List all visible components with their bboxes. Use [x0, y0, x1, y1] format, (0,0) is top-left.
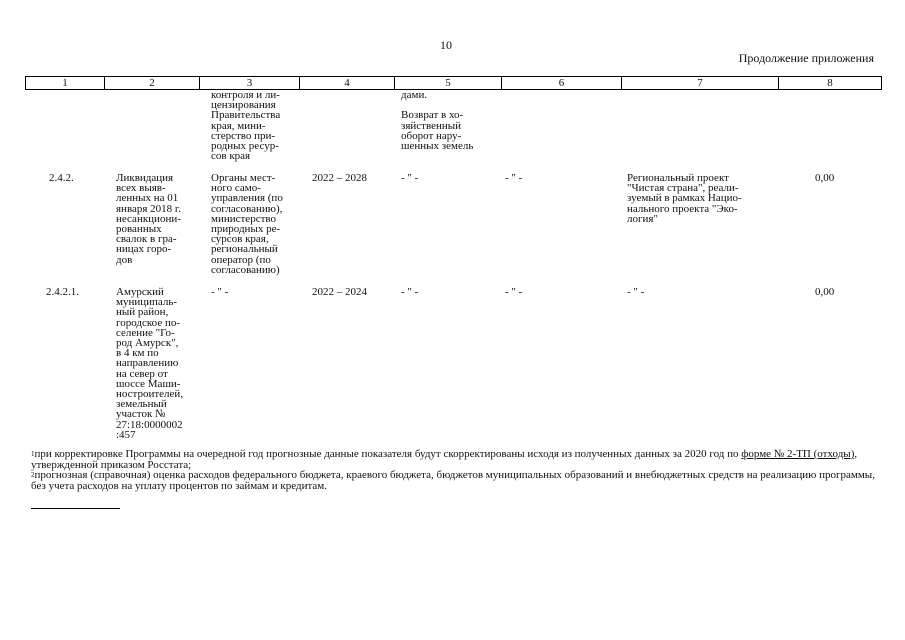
table-cell: контроля и ли- цензирования Правительства края, мини- стерство при- родных ресур- сов края — [211, 89, 281, 163]
table-cell: Органы мест- ного само- управления (по согласованию), министерство природных ре- сурсов края, региональный оператор (по согласованию) — [211, 172, 283, 276]
column-number: 6 — [502, 77, 622, 90]
table-cell: 0,00 — [815, 172, 835, 184]
footnote-mark: 2 — [31, 471, 35, 479]
table-cell: - " - — [505, 172, 523, 184]
footnote-text: прогнозная (справочная) оценка расходов федерального бюджета, краевого бюджета, бюджетов муниципальных образований и внебюджетных средств на реализацию программы, без учета расходов на уплату процентов по займам и кредитам. — [31, 469, 875, 492]
column-number: 5 — [395, 77, 502, 90]
footnote-mark: 1 — [31, 450, 35, 458]
table-cell: Региональный проект "Чистая страна", реали- зуемый в рамках Нацио- нального проекта "Эко- логия" — [627, 172, 742, 225]
table-cell: - " - — [211, 286, 229, 298]
table-cell: 2.4.2. — [49, 172, 74, 184]
column-number: 1 — [26, 77, 105, 90]
form-link[interactable]: форме № 2-ТП (отходы) — [741, 448, 855, 460]
footnotes — [31, 449, 881, 491]
table-cell: 0,00 — [815, 286, 835, 298]
footnote-2 — [31, 470, 881, 491]
column-number: 3 — [200, 77, 300, 90]
footnote-text: при корректировке Программы на очередной год прогнозные данные показателя будут скорректированы исходя из полученных данных за 2020 год по — [34, 448, 739, 460]
table-cell: 2022 – 2028 — [312, 172, 367, 184]
table-cell: Ликвидация всех выяв- ленных на 01 января 2018 г. несанкциони- рованных свалок в гра- ницах горо- дов — [116, 172, 181, 266]
table-cell: Амурский муниципаль- ный район, городское по- селение "Го- род Амурск", в 4 км по направлению на север от шоссе Маши- ностроителей, земельный участок № 27:18:0000002 :457 — [116, 286, 184, 441]
footnote-divider — [31, 508, 120, 509]
column-number: 2 — [105, 77, 200, 90]
table-cell: дами. Возврат в хо- зяйственный оборот нару- шенных земель — [401, 89, 474, 153]
table-header — [25, 76, 882, 90]
table-cell: 2022 – 2024 — [312, 286, 367, 298]
table-cell: - " - — [401, 286, 419, 298]
footnote-text: , утвержденной приказом Росстата; — [31, 448, 858, 471]
table-cell: - " - — [627, 286, 645, 298]
table-cell: 2.4.2.1. — [46, 286, 79, 298]
footnote-1 — [31, 449, 881, 470]
page-number: 10 — [440, 38, 452, 52]
table-cell: - " - — [505, 286, 523, 298]
continuation-note: Продолжение приложения — [738, 51, 874, 65]
column-number: 4 — [300, 77, 395, 90]
column-number: 7 — [622, 77, 779, 90]
column-number: 8 — [779, 77, 882, 90]
table-cell: - " - — [401, 172, 419, 184]
